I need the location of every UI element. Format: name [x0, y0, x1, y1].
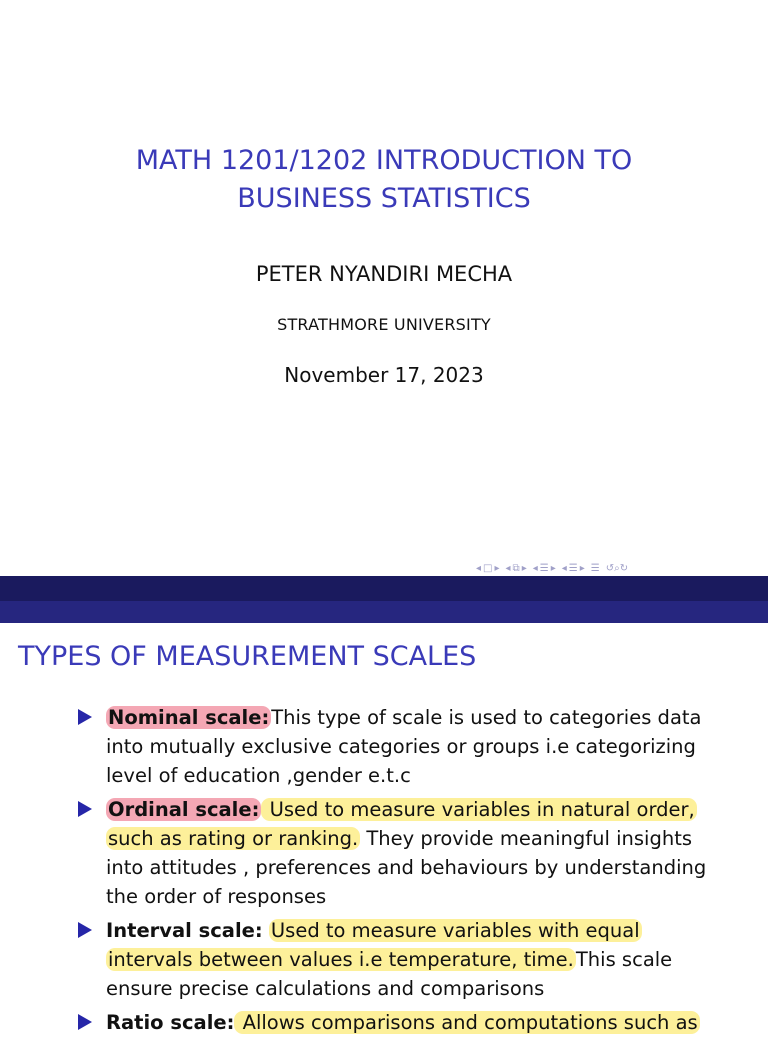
nav-prev-frame-icon[interactable]: ◂: [476, 562, 482, 574]
bullet-triangle-icon: [78, 1014, 92, 1030]
nav-doc-group: [562, 563, 585, 574]
term-ratio: Ratio scale:: [106, 1011, 235, 1034]
list-item-text: [106, 703, 726, 790]
nav-search-icon[interactable]: ↺⌕↻: [605, 562, 629, 574]
presentation-title-line1: MATH 1201/1202 INTRODUCTION TO: [135, 145, 633, 176]
nav-next-frame-icon[interactable]: ▸: [494, 562, 500, 574]
frame-title: TYPES OF MEASUREMENT SCALES: [18, 641, 477, 672]
bullet-triangle-icon: [78, 922, 92, 938]
list-item-interval: [76, 916, 726, 1003]
nav-frame-group: [476, 563, 500, 574]
presentation-title-line2: BUSINESS STATISTICS: [237, 183, 531, 214]
nav-appendix-group: [591, 563, 600, 574]
list-item-text: [106, 795, 726, 911]
highlight-ordinal: [106, 798, 261, 821]
term-interval: Interval scale:: [106, 919, 263, 942]
nav-doc-icon[interactable]: ☰: [568, 562, 578, 574]
term-ordinal: Ordinal scale:: [108, 798, 260, 821]
header-band-dark: [0, 576, 768, 601]
nav-next-section-icon[interactable]: ▸: [550, 562, 556, 574]
nav-prev-doc-icon[interactable]: ◂: [561, 562, 567, 574]
nav-next-subsection-icon[interactable]: ▸: [521, 562, 527, 574]
nav-search-group: [606, 563, 628, 574]
list-item-text: [106, 916, 726, 1003]
nav-next-doc-icon[interactable]: ▸: [579, 562, 585, 574]
nav-prev-subsection-icon[interactable]: ◂: [505, 562, 511, 574]
highlight-ordinal-definition: Used to measure variables in natural order, such as rating or ranking.: [108, 798, 695, 850]
item-description: They provide meaningful insights into attitudes , preferences and behaviours by understanding the order of responses: [106, 827, 707, 908]
item-description: This type of scale is used to categories data into mutually exclusive categories or groups i.e categorizing level of education ,gender e.t.c: [106, 706, 702, 787]
nav-appendix-icon[interactable]: ☰: [590, 562, 600, 574]
bullet-triangle-icon: [78, 801, 92, 817]
list-item-nominal: [76, 703, 726, 790]
highlight-ratio-definition: Allows comparisons and computations such as: [236, 1011, 698, 1034]
beamer-navigation-bar: [476, 561, 628, 575]
nav-prev-section-icon[interactable]: ◂: [532, 562, 538, 574]
author-name: PETER NYANDIRI MECHA: [255, 262, 513, 286]
presentation-date: November 17, 2023: [284, 363, 484, 387]
bullet-triangle-icon: [78, 709, 92, 725]
nav-subsection-group: [506, 563, 527, 574]
nav-frame-icon[interactable]: □: [483, 562, 493, 574]
list-item-ordinal: [76, 795, 726, 911]
header-band-blue: [0, 601, 768, 623]
institution-name: STRATHMORE UNIVERSITY: [277, 315, 491, 334]
item-description: This scale ensure precise calculations and comparisons: [106, 948, 673, 1000]
list-item-text: [106, 1008, 726, 1037]
nav-subsection-icon[interactable]: ⧉: [512, 562, 520, 574]
term-nominal: Nominal scale:: [108, 706, 270, 729]
scale-list: [76, 703, 726, 1042]
nav-section-icon[interactable]: ☰: [539, 562, 549, 574]
nav-section-group: [533, 563, 556, 574]
highlight-interval-definition: Used to measure variables with equal intervals between values i.e temperature, time.: [108, 919, 640, 971]
list-item-ratio: [76, 1008, 726, 1037]
